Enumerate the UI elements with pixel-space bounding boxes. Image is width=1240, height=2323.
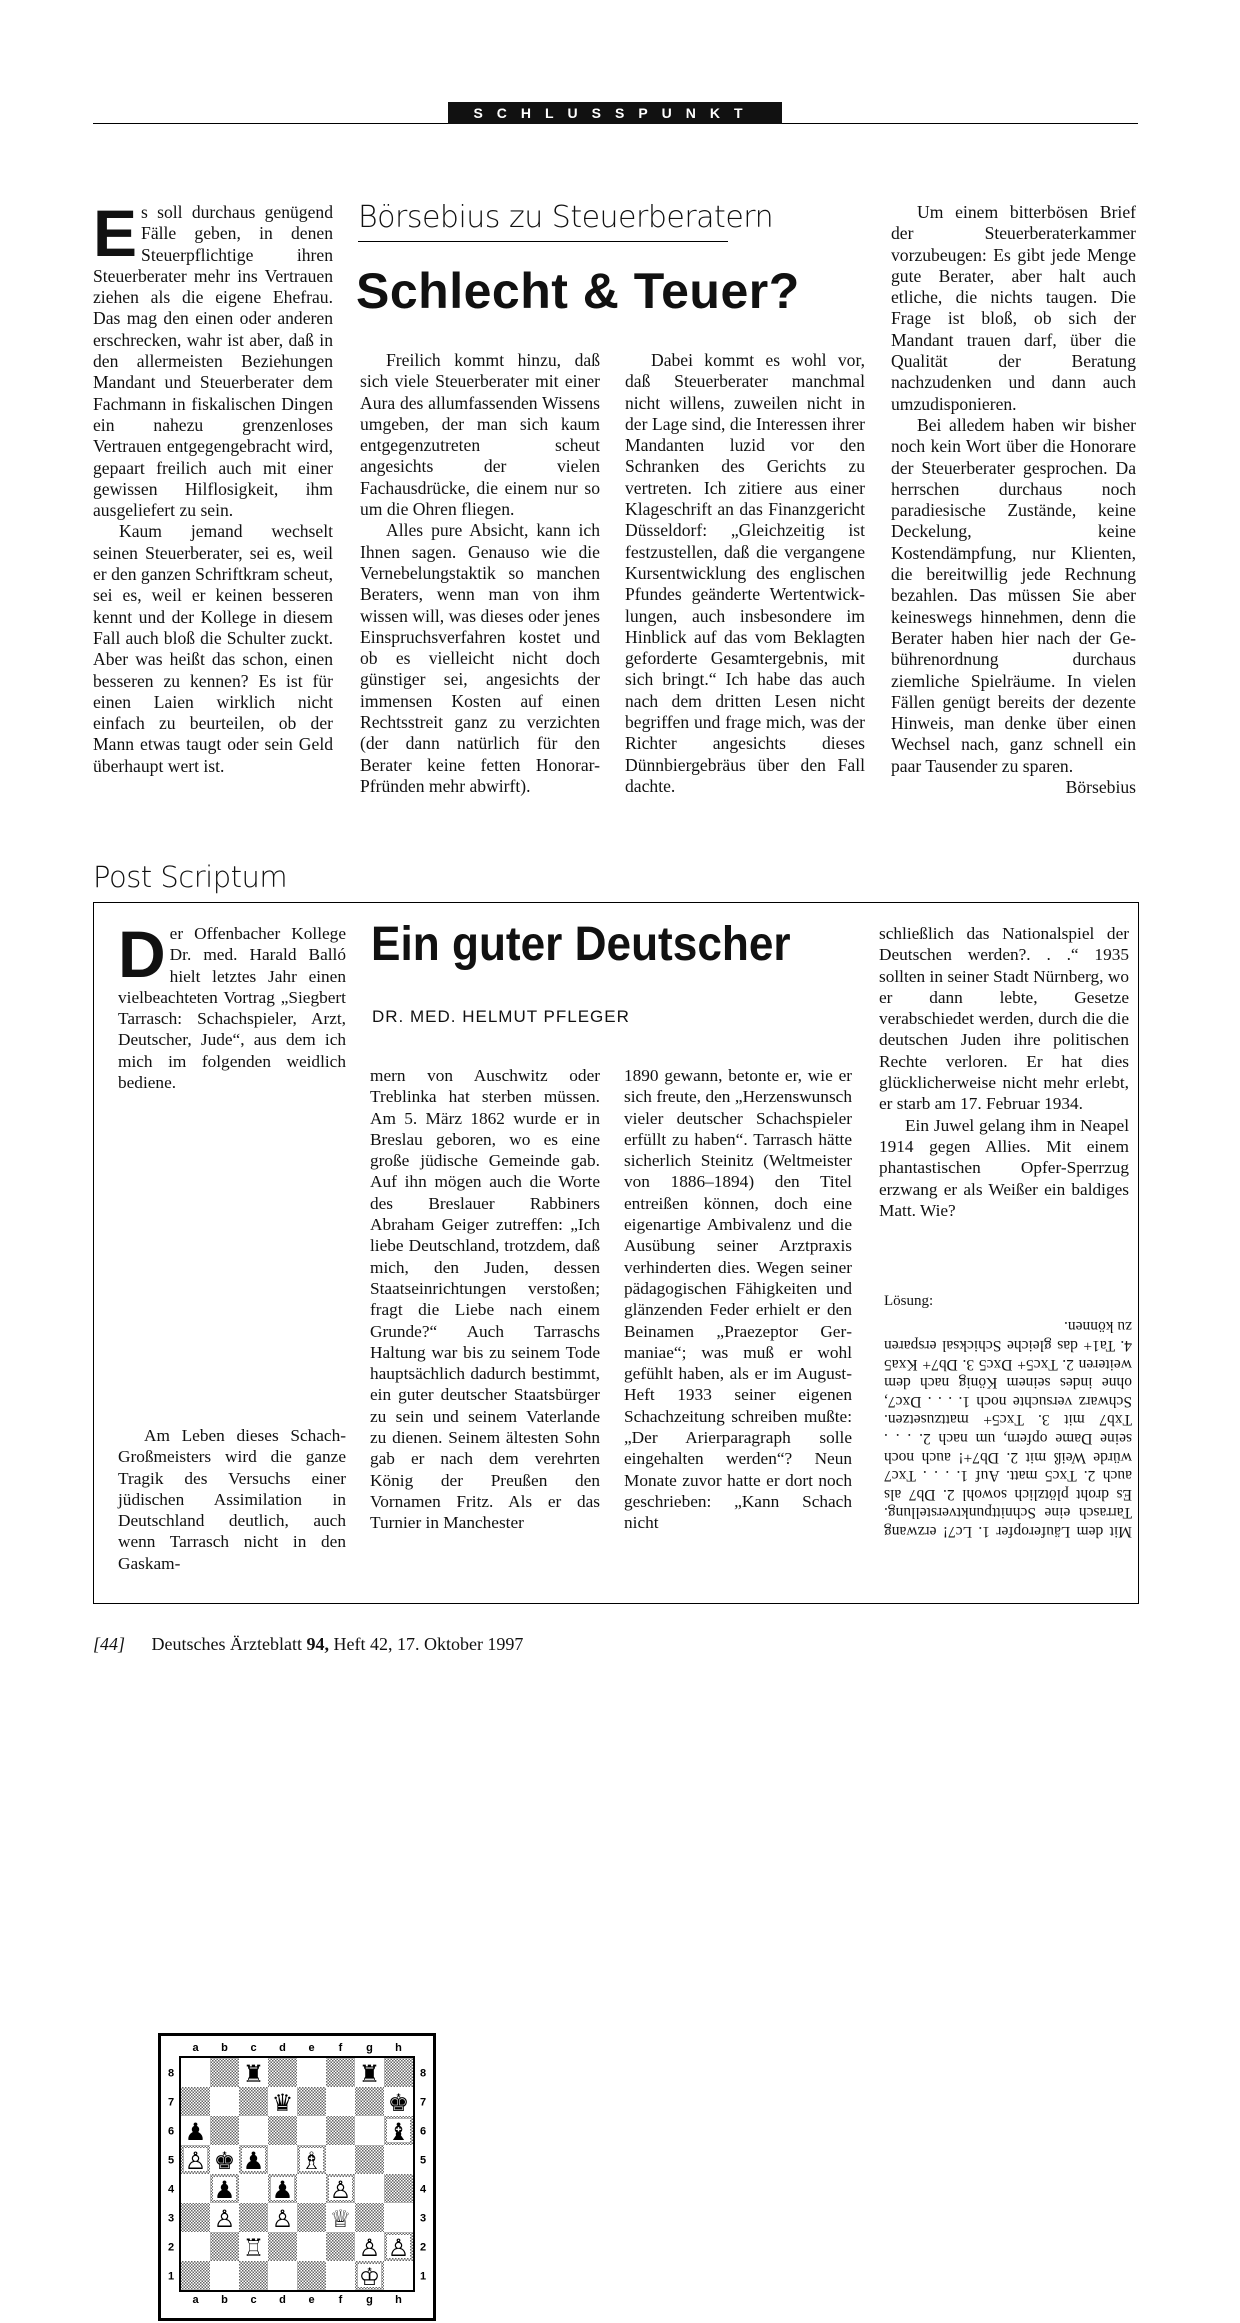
square-b6: [210, 2116, 239, 2145]
piece-h6: ♝: [387, 2118, 410, 2146]
piece-f3: ♕: [329, 2205, 352, 2233]
square-a4: [181, 2174, 210, 2203]
rank-label-left: 8: [167, 2067, 175, 2080]
piece-h2: ♙: [387, 2234, 410, 2262]
article1-headline: Schlecht & Teuer?: [356, 263, 800, 319]
square-c7: [239, 2087, 268, 2116]
author: DR. MED. HELMUT PFLEGER: [372, 1007, 630, 1026]
square-a1: [181, 2261, 210, 2290]
rank-label-left: 7: [167, 2096, 175, 2109]
file-label-top: e: [308, 2042, 315, 2054]
square-g3: [355, 2203, 384, 2232]
square-g7: [355, 2087, 384, 2116]
piece-a5: ♙: [184, 2147, 207, 2175]
rank-label-left: 5: [167, 2154, 175, 2167]
piece-b4: ♟: [213, 2176, 236, 2204]
section-tag: SCHLUSSPUNKT: [448, 102, 782, 124]
square-d1: [268, 2261, 297, 2290]
square-e1: [297, 2261, 326, 2290]
square-a7: [181, 2087, 210, 2116]
chess-diagram: [158, 2033, 436, 2321]
square-h4: [384, 2174, 413, 2203]
rank-label-right: 1: [419, 2270, 427, 2283]
piece-d7: ♛: [271, 2089, 294, 2117]
square-f6: [326, 2116, 355, 2145]
piece-e5: ♗: [300, 2147, 323, 2175]
square-a8: [181, 2058, 210, 2087]
file-label-top: b: [221, 2042, 228, 2054]
square-h1: [384, 2261, 413, 2290]
rank-label-left: 6: [167, 2125, 175, 2138]
rank-label-right: 7: [419, 2096, 427, 2109]
journal-name: Deutsches Ärzteblatt: [151, 1634, 302, 1654]
file-label-bottom: g: [366, 2294, 373, 2306]
article2-column-4: schließlich das Nationalspiel der Deutschen werden?. . .“ 1935 sollten in seiner Stadt Nürnberg, wo er dann lebte, Gesetze verabschiedet werden, durch die die deutschen Juden ihre politischen Rechte verloren. Er hat dies glücklicherweise nicht mehr erlebt, er starb am 17. Februar 1934. Ein Juwel gelang ihm in Neapel 1914 gegen Allies. Mit einem phantastischen Opfer-Sperrzug erzwang er als Weißer ein baldiges Matt. Wie?: [879, 924, 1129, 1220]
article1-column-3: Dabei kommt es wohl vor, daß Steuerberater manchmal nicht willens, zuweilen nicht in der Lage sind, die Interessen ihrer Mandanten luzid vor den Schranken des Gerichts zu vertreten. Ich zitiere aus einer Klageschrift an das Finanzgericht Düsseldorf: „Gleichzeitig ist festzustellen, daß die vergangene Kursentwicklung des englischen Pfundes geänderte Wertentwicklungen, auch insbesondere im Hinblick auf das vom Beklagten geforderte Gesamtergebnis, mit sich bringt.“ Ich habe das auch nach dem dritten Lesen nicht begriffen und frage mich, was der Richter angesichts dieses Dünnbiergebräus über den Fall dachte.: [625, 350, 865, 796]
dropcap-e: E: [93, 196, 138, 270]
article2-headline: Ein guter Deutscher: [371, 918, 791, 971]
square-b1: [210, 2261, 239, 2290]
piece-a6: ♟: [184, 2118, 207, 2146]
square-f8: [326, 2058, 355, 2087]
square-c1: [239, 2261, 268, 2290]
square-e6: [297, 2116, 326, 2145]
rank-label-left: 2: [167, 2241, 175, 2254]
piece-g1: ♔: [358, 2263, 381, 2291]
square-a2: [181, 2232, 210, 2261]
piece-b5: ♚: [213, 2147, 236, 2175]
article2-column-1b: Am Leben dieses Schach-Großmeisters wird die ganze Tragik des Versuchs einer jüdischen Assimilation in Deutschland deutlich, auch wenn Tarrasch nicht in den Gaskam-: [118, 1426, 346, 1573]
rank-label-right: 2: [419, 2241, 427, 2254]
square-f7: [326, 2087, 355, 2116]
square-e4: [297, 2174, 326, 2203]
square-h3: [384, 2203, 413, 2232]
rank-label-left: 1: [167, 2270, 175, 2283]
square-d8: [268, 2058, 297, 2087]
rank-label-right: 5: [419, 2154, 427, 2167]
rank-label-right: 3: [419, 2212, 427, 2225]
file-label-top: d: [279, 2042, 286, 2054]
piece-c8: ♜: [242, 2060, 265, 2088]
piece-g2: ♙: [358, 2234, 381, 2262]
square-f2: [326, 2232, 355, 2261]
square-g6: [355, 2116, 384, 2145]
square-e2: [297, 2232, 326, 2261]
square-f1: [326, 2261, 355, 2290]
rank-label-left: 3: [167, 2212, 175, 2225]
file-label-top: a: [192, 2042, 199, 2054]
file-label-bottom: c: [250, 2294, 257, 2306]
square-h5: [384, 2145, 413, 2174]
square-b8: [210, 2058, 239, 2087]
rank-label-right: 6: [419, 2125, 427, 2138]
file-label-bottom: b: [221, 2294, 228, 2306]
file-label-bottom: a: [192, 2294, 199, 2306]
page-number: [44]: [93, 1634, 126, 1654]
solution-upside-down: Mit dem Läuferopfer 1. Lc7! erzwang Tarrasch eine Schnittpunktverstellung. Es droht plötzlich sowohl 2. Db7 als auch 2. Txc5 matt. Auf 1. . . . Txc7 würde Weiß mit 2. Db7+! auch noch seine Dame opfern, um nach 2. . . . Txb7 mit 3. Txc5+ mattzusetzen. Schwarz versuchte noch 1. . . . Dxc7, ohne indes seinem König nach dem weiteren 2. Txc5+ Dxc5 3. Db7+ Kxa5 4. Ta1+ das gleiche Schicksal ersparen zu können.: [884, 1318, 1132, 1541]
chess-board: [161, 2036, 433, 2318]
article1-kicker: Börsebius zu Steuerberatern: [358, 200, 774, 235]
file-label-top: h: [395, 2042, 402, 2054]
signature: Börsebius: [1065, 777, 1136, 798]
square-c4: [239, 2174, 268, 2203]
square-a3: [181, 2203, 210, 2232]
article1-column-2: Freilich kommt hinzu, daß sich viele Steuerberater mit einer Aura des allumfassenden Wissens umgeben, der man sich kaum entgegenzutreten scheut angesichts der vielen Fachausdrücke, die einem nur so um die Ohren fliegen. Alles pure Absicht, kann ich Ihnen sagen. Genauso wie die Vernebelungstaktik so manchen Beraters, wenn man von ihm wissen will, was dieses oder jenes Einspruchsverfahren kostet und ob es vielleicht nicht doch günstiger sei, angesichts der immensen Kosten auf einen Rechtsstreit ganz zu verzichten (der dann natürlich für den Berater keine fetten Honorar-Pfründen mehr abwirft).: [360, 350, 600, 796]
article1-kicker-rule: [358, 241, 728, 242]
square-g5: [355, 2145, 384, 2174]
file-label-top: g: [366, 2042, 373, 2054]
square-g4: [355, 2174, 384, 2203]
article2-column-3: 1890 gewann, betonte er, wie er sich freute, den „Herzenswunsch vieler deutscher Schachspieler erfüllt zu haben“. Tarrasch hätte sicherlich Steinitz (Weltmeister von 1886–1894) den Titel entreißen können, doch eine eigenartige Ambivalenz und die Ausübung seiner Arztpraxis verhinderten dies. Wegen seiner pädagogischen Fähigkeiten und glänzenden Feder erhielt er den Beinamen „Praezeptor Germaniae“; was muß er wohl gefühlt haben, als er im August-Heft 1933 seiner eigenen Schachzeitung schreiben mußte: „Der Arierparagraph solle eingehalten werden“? Neun Monate zuvor hatte er dort noch geschrieben: „Kann Schach nicht: [624, 1066, 852, 1533]
piece-g8: ♜: [358, 2060, 381, 2088]
article2-kicker: Post Scriptum: [93, 860, 288, 894]
piece-d4: ♟: [271, 2176, 294, 2204]
square-e7: [297, 2087, 326, 2116]
square-e8: [297, 2058, 326, 2087]
file-label-bottom: f: [338, 2294, 343, 2306]
piece-c5: ♟: [242, 2147, 265, 2175]
square-c3: [239, 2203, 268, 2232]
file-label-bottom: e: [308, 2294, 315, 2306]
square-d2: [268, 2232, 297, 2261]
file-label-top: c: [250, 2042, 257, 2054]
article2-column-1: Der Offenbacher Kollege Dr. med. Harald Balló hielt letztes Jahr einen vielbeachteten Vortrag „Siegbert Tarrasch: Schachspieler, Arzt, Deutscher, Jude“, aus dem ich mich im folgenden weidlich bediene.: [118, 917, 346, 1093]
file-label-top: f: [338, 2042, 343, 2054]
article1-column-4: Um einem bitterbösen Brief der Steuerberaterkammer vorzubeugen: Es gibt jede Menge gute Berater, aber halt auch etliche, die nichts taugen. Die Frage ist bloß, ob sich der Mandant trauen darf, über die Qualität der Beratung nachzudenken und dann auch umzudisponieren. Bei alledem haben wir bisher noch kein Wort über die Honorare der Steuerberater gesprochen. Da herrschen durchaus noch paradiesische Zustände, keine Deckelung, keine Kostendämpfung, nur Klienten, die bereitwillig jede Rechnung bezahlen. Das müssen Sie aber keineswegs hinnehmen, denn die Berater haben hier nach der Gebührenordnung durchaus ziemliche Spielräume. In vielen Fällen genügt bereits der dezente Hinweis, man denke über einen Wechsel nach, ganz schnell ein paar Tausender zu sparen. Börsebius: [891, 202, 1136, 798]
article1-column-1: Es soll durchaus genügend Fälle geben, in denen Steuerpflichtige ihren Steuerberater mehr ins Vertrauen ziehen als die eigene Ehefrau. Das mag den einen oder anderen erschrecken, wahr ist aber, daß in den allermeisten Beziehungen Mandant und Steuerberater dem Fachmann in fiskalischen Dingen ein nahezu grenzenloses Vertrauen entgegengebracht wird, gepaart freilich auch mit einer gewissen Hilflosigkeit, ihm ausgeliefert zu sein. Kaum jemand wechselt seinen Steuerberater, sei es, weil er den ganzen Schriftkram scheut, sei es, weil er keinen besseren kennt und der Kollege in diesem Fall auch bloß die Schulter zuckt. Aber was heißt das schon, einen besseren zu kennen? Es ist für einen Laien wirklich nicht einfach zu beurteilen, ob der Mann etwas taugt oder sein Geld überhaupt wert ist.: [93, 196, 333, 776]
rank-label-right: 8: [419, 2067, 427, 2080]
rank-label-left: 4: [167, 2183, 175, 2196]
solution-label: Lösung:: [884, 1293, 934, 1309]
volume: 94,: [306, 1634, 329, 1654]
piece-d3: ♙: [271, 2205, 294, 2233]
square-c6: [239, 2116, 268, 2145]
piece-b3: ♙: [213, 2205, 236, 2233]
footer: [93, 1634, 523, 1655]
issue-date: Heft 42, 17. Oktober 1997: [333, 1634, 524, 1654]
square-f5: [326, 2145, 355, 2174]
square-d6: [268, 2116, 297, 2145]
rank-label-right: 4: [419, 2183, 427, 2196]
square-e3: [297, 2203, 326, 2232]
article2-column-2: mern von Auschwitz oder Treblinka hat sterben müssen. Am 5. März 1862 wurde er in Breslau geboren, wo es eine große jüdische Gemeinde gab. Auf ihn mögen auch die Worte des Breslauer Rabbiners Abraham Geiger zutreffen: „Ich liebe Deutschland, trotzdem, daß mich, den Juden, dessen Staatseinrichtungen verstoßen; fragt die Liebe nach einem Grunde?“ Auch Tarraschs Haltung war bis zu seinem Tode hauptsächlich dadurch bestimmt, ein guter deutscher Staatsbürger zu sein und seinem Vaterlande zu dienen. Seinem ältesten Sohn gab er nach dem verehrten König der Preußen den Vornamen Fritz. Als er das Turnier in Manchester: [370, 1066, 600, 1533]
piece-h7: ♚: [387, 2089, 410, 2117]
file-label-bottom: d: [279, 2294, 286, 2306]
square-h8: [384, 2058, 413, 2087]
file-label-bottom: h: [395, 2294, 402, 2306]
piece-c2: ♖: [242, 2234, 265, 2262]
square-b7: [210, 2087, 239, 2116]
square-d5: [268, 2145, 297, 2174]
piece-f4: ♙: [329, 2176, 352, 2204]
square-b2: [210, 2232, 239, 2261]
dropcap-d: D: [118, 917, 166, 991]
